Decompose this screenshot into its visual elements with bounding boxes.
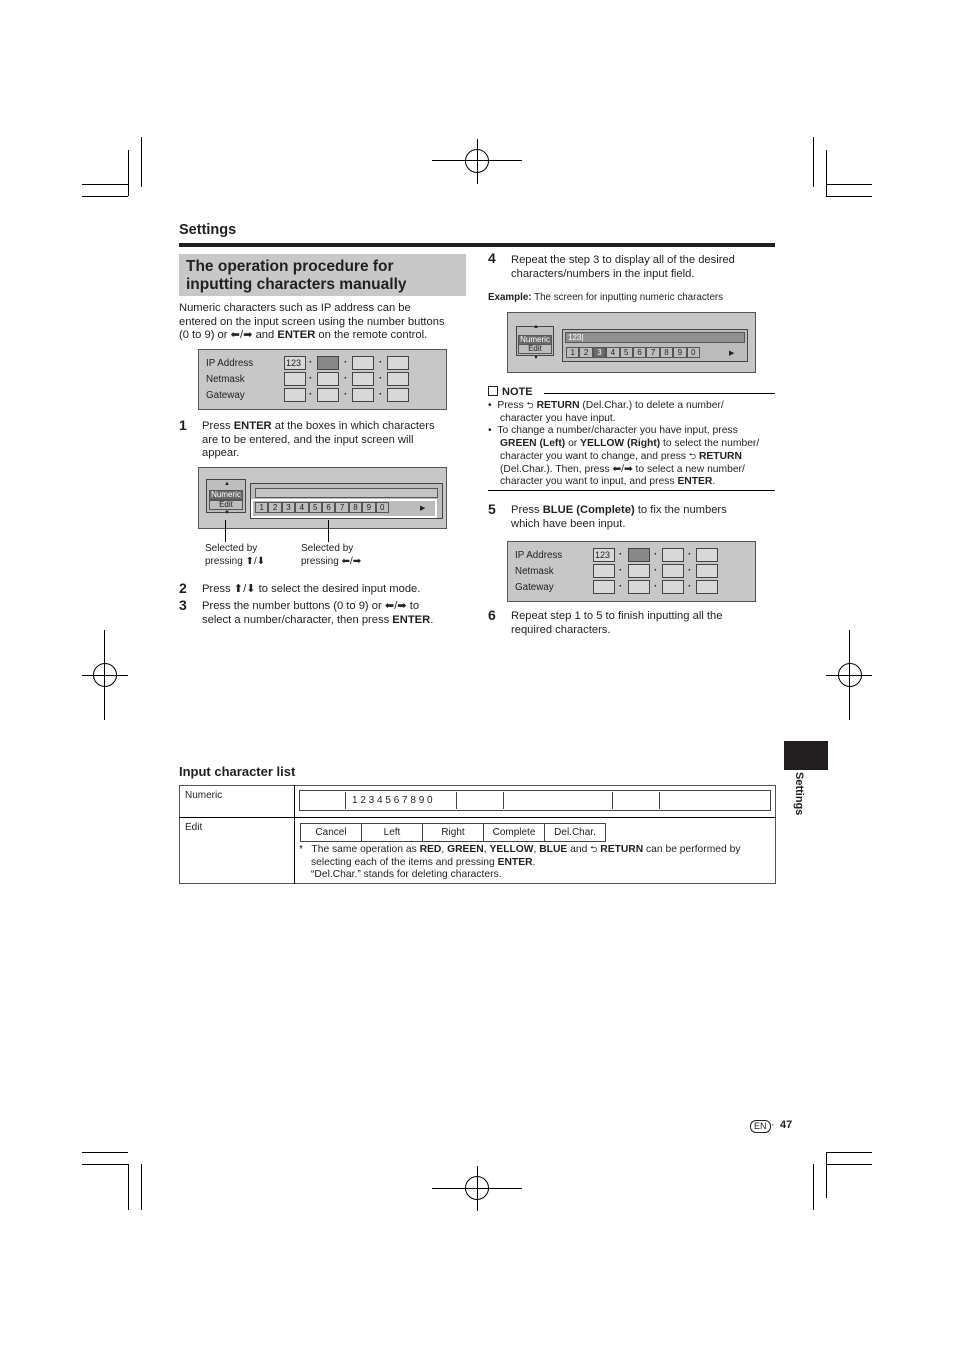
- gateway-field[interactable]: [352, 388, 374, 402]
- caption-keys: Selected by pressing ⬅/➡: [301, 543, 362, 567]
- example-caption: Example: The screen for inputting numeric characters: [488, 292, 724, 303]
- crop-mark: [826, 1152, 827, 1198]
- crop-mark: [141, 1164, 142, 1210]
- netmask-field[interactable]: [593, 564, 615, 578]
- netmask-label: Netmask: [206, 374, 245, 385]
- ip-address-label: IP Address: [206, 358, 254, 369]
- step-number: 1: [179, 417, 187, 433]
- gateway-field[interactable]: [628, 580, 650, 594]
- edit-label: Edit: [185, 822, 203, 833]
- input-area: [562, 329, 748, 362]
- ip-field[interactable]: [317, 356, 339, 370]
- crop-mark: [82, 184, 128, 185]
- key[interactable]: 9: [673, 347, 686, 358]
- step-4-text: Repeat the step 3 to display all of the desired characters/numbers in the input field.: [511, 254, 735, 280]
- table-divider: [294, 785, 295, 884]
- down-arrow-icon: ▼: [533, 355, 539, 361]
- ip-address-screen: IP Address Netmask Gateway 123 · · · · · · · · ·: [198, 349, 447, 410]
- gateway-field[interactable]: [696, 580, 718, 594]
- note-body: • Press ⮌ RETURN (Del.Char.) to delete a number/ character you have input. • To change a number/character you have input, press GREEN (Left) or YELLOW (Right) to select the number/ character you want to change, and press ⮌ RETURN (Del.Char.). Then, press ⬅/➡ to select a new number/ character you want to input, and press ENTER.: [488, 400, 760, 487]
- ip-field[interactable]: [662, 548, 684, 562]
- ip-field[interactable]: [352, 356, 374, 370]
- key[interactable]: 0: [376, 502, 389, 513]
- mode-selector[interactable]: [516, 324, 554, 361]
- crop-mark: [128, 1164, 129, 1210]
- crop-mark: [128, 150, 129, 196]
- list-title: Input character list: [179, 764, 296, 779]
- note-rule: [544, 393, 775, 394]
- input-field[interactable]: 123|: [565, 332, 745, 343]
- page-title: The operation procedure for inputting characters manually: [186, 258, 407, 293]
- step-1-text: Press ENTER at the boxes in which characters are to be entered, and the input screen will appear.: [202, 420, 435, 460]
- crop-mark: [82, 196, 128, 197]
- del-char-button[interactable]: Del.Char.: [544, 823, 606, 842]
- crop-mark: [826, 184, 872, 185]
- key[interactable]: 7: [335, 502, 348, 513]
- blank-cell: [659, 792, 769, 809]
- gateway-field[interactable]: [593, 580, 615, 594]
- key[interactable]: 8: [660, 347, 673, 358]
- language-badge: EN: [750, 1120, 771, 1133]
- ip-field[interactable]: [387, 356, 409, 370]
- netmask-field[interactable]: [284, 372, 306, 386]
- crop-mark: [813, 137, 814, 187]
- complete-button[interactable]: Complete: [483, 823, 545, 842]
- key[interactable]: 6: [633, 347, 646, 358]
- left-button[interactable]: Left: [361, 823, 423, 842]
- ip-address-screen-result: IP Address Netmask Gateway 123 · · · · · · · · ·: [507, 541, 756, 602]
- mode-selector[interactable]: [206, 479, 246, 516]
- callout-line: [225, 520, 226, 542]
- footer-sep: ·: [771, 1119, 775, 1131]
- numeric-label: Numeric: [185, 790, 223, 801]
- key[interactable]: 3: [593, 347, 606, 358]
- gateway-label: Gateway: [515, 582, 554, 593]
- mode-edit[interactable]: Edit: [209, 500, 243, 510]
- note-heading: NOTE: [488, 386, 533, 398]
- registration-line: [104, 630, 105, 720]
- table-divider: [179, 817, 776, 818]
- key[interactable]: 4: [295, 502, 308, 513]
- gateway-field[interactable]: [662, 580, 684, 594]
- netmask-field[interactable]: [628, 564, 650, 578]
- key[interactable]: 8: [349, 502, 362, 513]
- section-header: Settings: [179, 222, 237, 238]
- netmask-field[interactable]: [317, 372, 339, 386]
- note-rule: [488, 490, 775, 491]
- step-number: 2: [179, 580, 187, 596]
- up-arrow-icon: ▲: [533, 324, 539, 330]
- crop-mark: [826, 1152, 872, 1153]
- down-arrow-icon: ▼: [224, 510, 230, 516]
- gateway-field[interactable]: [317, 388, 339, 402]
- key[interactable]: 2: [268, 502, 281, 513]
- key[interactable]: 7: [646, 347, 659, 358]
- crop-mark: [813, 1164, 814, 1210]
- digits-cell: 1 2 3 4 5 6 7 8 9 0: [345, 792, 457, 809]
- step-number: 4: [488, 250, 496, 266]
- input-field[interactable]: [255, 488, 438, 498]
- mode-numeric[interactable]: Numeric: [518, 335, 552, 345]
- key[interactable]: 4: [606, 347, 619, 358]
- page-number: 47: [780, 1119, 793, 1131]
- key[interactable]: 6: [322, 502, 335, 513]
- footnote: * The same operation as RED, GREEN, YELLOW, BLUE and ⮌ RETURN can be performed by selecting each of the items and pressing ENTER. “Del.Char.” stands for deleting characters.: [299, 844, 741, 880]
- ip-address-label: IP Address: [515, 550, 563, 561]
- numeric-row: [299, 790, 771, 811]
- step-number: 6: [488, 607, 496, 623]
- step-number: 5: [488, 501, 496, 517]
- input-screen: [198, 467, 447, 529]
- gateway-field[interactable]: [387, 388, 409, 402]
- mode-numeric[interactable]: Numeric: [209, 490, 243, 500]
- side-tab: [784, 741, 828, 770]
- caption-mode: Selected by pressing ⬆/⬇: [205, 543, 266, 567]
- crop-mark: [826, 150, 827, 196]
- step-6-text: Repeat step 1 to 5 to finish inputting all the required characters.: [511, 610, 723, 636]
- crop-mark: [141, 137, 142, 187]
- blank-cell: [503, 792, 613, 809]
- ip-field[interactable]: [628, 548, 650, 562]
- right-arrow-icon: ▶: [420, 505, 426, 512]
- netmask-field[interactable]: [387, 372, 409, 386]
- netmask-field[interactable]: [662, 564, 684, 578]
- key[interactable]: 1: [566, 347, 579, 358]
- key[interactable]: 3: [282, 502, 295, 513]
- key[interactable]: 0: [687, 347, 700, 358]
- crop-mark: [826, 1164, 872, 1165]
- key[interactable]: 5: [309, 502, 322, 513]
- up-arrow-icon: ▲: [224, 481, 230, 487]
- gateway-label: Gateway: [206, 390, 245, 401]
- registration-line: [849, 630, 850, 720]
- registration-line: [477, 1166, 478, 1211]
- ip-field[interactable]: [696, 548, 718, 562]
- ip-field[interactable]: 123: [593, 548, 615, 562]
- cancel-button[interactable]: Cancel: [300, 823, 362, 842]
- right-button[interactable]: Right: [422, 823, 484, 842]
- step-2-text: Press ⬆/⬇ to select the desired input mode.: [202, 583, 421, 595]
- callout-line: [328, 520, 329, 542]
- intro-text: Numeric characters such as IP address can be entered on the input screen using the number buttons (0 to 9) or ⬅/➡ and ENTER on the remote control.: [179, 302, 445, 342]
- header-rule: [179, 243, 775, 247]
- gateway-field[interactable]: [284, 388, 306, 402]
- step-3-text: Press the number buttons (0 to 9) or ⬅/➡ to select a number/character, then press ENTER.: [202, 600, 434, 626]
- key-row: [566, 347, 700, 358]
- side-tab-label: Settings: [793, 772, 805, 816]
- registration-line: [477, 139, 478, 184]
- ip-field[interactable]: 123: [284, 356, 306, 370]
- key-row: [255, 502, 389, 513]
- key[interactable]: 5: [620, 347, 633, 358]
- crop-mark: [82, 1164, 128, 1165]
- mode-edit[interactable]: Edit: [518, 344, 552, 354]
- right-arrow-icon: ▶: [729, 350, 735, 357]
- crop-mark: [826, 196, 872, 197]
- crop-mark: [82, 1152, 128, 1153]
- key[interactable]: 2: [579, 347, 592, 358]
- example-input-screen: [507, 312, 756, 373]
- step-number: 3: [179, 597, 187, 613]
- step-5-text: Press BLUE (Complete) to fix the numbers which have been input.: [511, 504, 727, 530]
- note-icon: [488, 386, 498, 396]
- key[interactable]: 1: [255, 502, 268, 513]
- netmask-label: Netmask: [515, 566, 554, 577]
- key[interactable]: 9: [362, 502, 375, 513]
- netmask-field[interactable]: [696, 564, 718, 578]
- netmask-field[interactable]: [352, 372, 374, 386]
- registration-line: [82, 675, 128, 676]
